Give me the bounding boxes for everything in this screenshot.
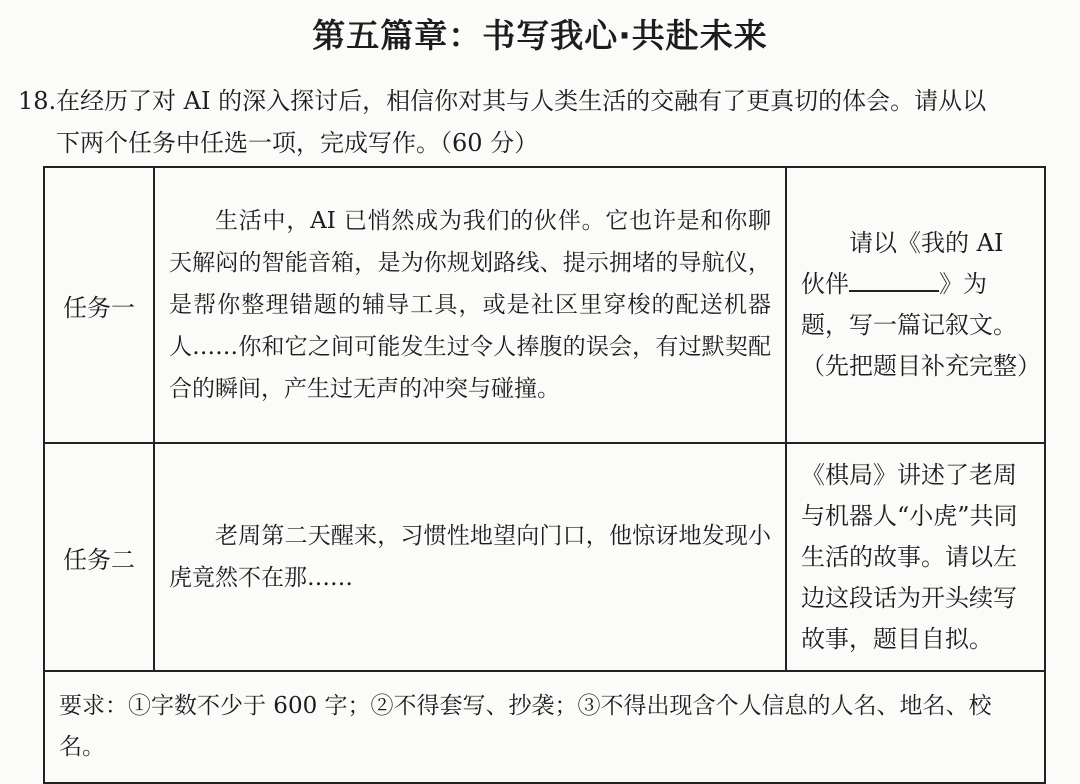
question-prompt (18, 80, 1068, 164)
task1-material-text: 生活中，AI 已悄然成为我们的伙伴。它也许是和你聊天解闷的智能音箱，是为你规划路线、提示拥堵的导航仪，是帮你整理错题的辅导工具，或是社区里穿梭的配送机器人……你和它之间可能发生过令人捧腹的误会，有过默契配合的瞬间，产生过无声的冲突与碰撞。 (169, 208, 771, 402)
requirements-row (44, 671, 1045, 783)
task-row-2 (44, 443, 1045, 671)
section-title: 第五篇章：书写我心·共赴未来 (312, 16, 768, 55)
title-blank (849, 268, 939, 292)
task1-label: 任务一 (44, 167, 154, 443)
task2-material-text: 老周第二天醒来，习惯性地望向门口，他惊讶地发现小虎竟然不在那…… (169, 523, 771, 591)
question-text-line2: 下两个任务中任选一项，完成写作。（60 分） (56, 129, 539, 157)
requirements-text: 要求：①字数不少于 600 字；②不得套写、抄袭；③不得出现含个人信息的人名、地名、校名。 (44, 671, 1045, 783)
task1-instruction-part1: 请以《我的 AI 伙伴 (801, 229, 1004, 298)
task1-material (154, 167, 786, 443)
task2-instruction-text: 《棋局》讲述了老周与机器人“小虎”共同生活的故事。请以左边这段话为开头续写故事，题目自拟。 (801, 460, 1018, 653)
task2-instruction (786, 443, 1045, 671)
task2-material (154, 443, 786, 671)
task-row-1 (44, 167, 1045, 443)
question-number: 18. (18, 87, 57, 115)
question-text-line1: 在经历了对 AI 的深入探讨后，相信你对其与人类生活的交融有了更真切的体会。请从以 (56, 87, 987, 115)
task-table (43, 166, 1046, 784)
task1-instruction-part2: 》为题，写一篇记叙文。（先把题目补充完整） (801, 270, 1041, 380)
task2-label: 任务二 (44, 443, 154, 671)
task1-instruction (786, 167, 1045, 443)
